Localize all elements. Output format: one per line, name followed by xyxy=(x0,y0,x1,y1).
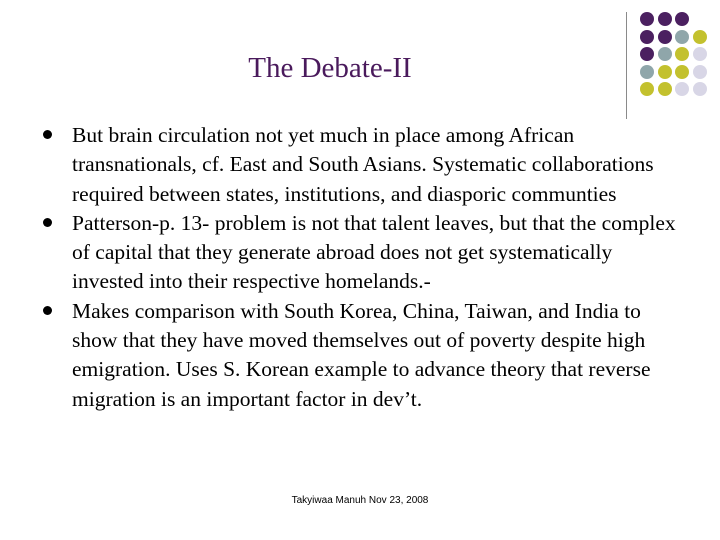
decorative-dot xyxy=(675,47,689,61)
decorative-dot xyxy=(693,82,707,96)
bullet-item xyxy=(38,297,678,414)
decorative-dot xyxy=(675,30,689,44)
decorative-dot xyxy=(675,82,689,96)
slide-title: The Debate-II xyxy=(248,52,412,84)
bullet-icon xyxy=(43,306,52,315)
decorative-dot xyxy=(640,12,654,26)
decorative-dot xyxy=(675,12,689,26)
bullet-item xyxy=(38,209,678,297)
bullet-text: Patterson-p. 13- problem is not that talent leaves, but that the complex of capital that they generate abroad does not get systematically invested into their respective homelands.- xyxy=(72,210,676,294)
bullet-icon xyxy=(43,218,52,227)
bullet-text: But brain circulation not yet much in place among African transnationals, cf. East and South Asians. Systematic collaborations required between states, institutions, and diasporic communties xyxy=(72,123,654,206)
decorative-dot xyxy=(693,65,707,79)
decorative-dot xyxy=(693,47,707,61)
decorative-dot xyxy=(675,65,689,79)
decorative-dot xyxy=(658,30,672,44)
bullet-text: Makes comparison with South Korea, China, Taiwan, and India to show that they have moved themselves out of poverty despite high emigration. Uses S. Korean example to advance theory that reverse migration is an important factor in dev’t. xyxy=(72,298,651,411)
decorative-dot xyxy=(693,30,707,44)
bullet-icon xyxy=(43,130,52,139)
bullet-list xyxy=(38,121,678,414)
decorative-dot xyxy=(658,12,672,26)
decorative-dot xyxy=(640,30,654,44)
bullet-item xyxy=(38,121,678,209)
slide-footer: Takyiwaa Manuh Nov 23, 2008 xyxy=(291,495,429,506)
